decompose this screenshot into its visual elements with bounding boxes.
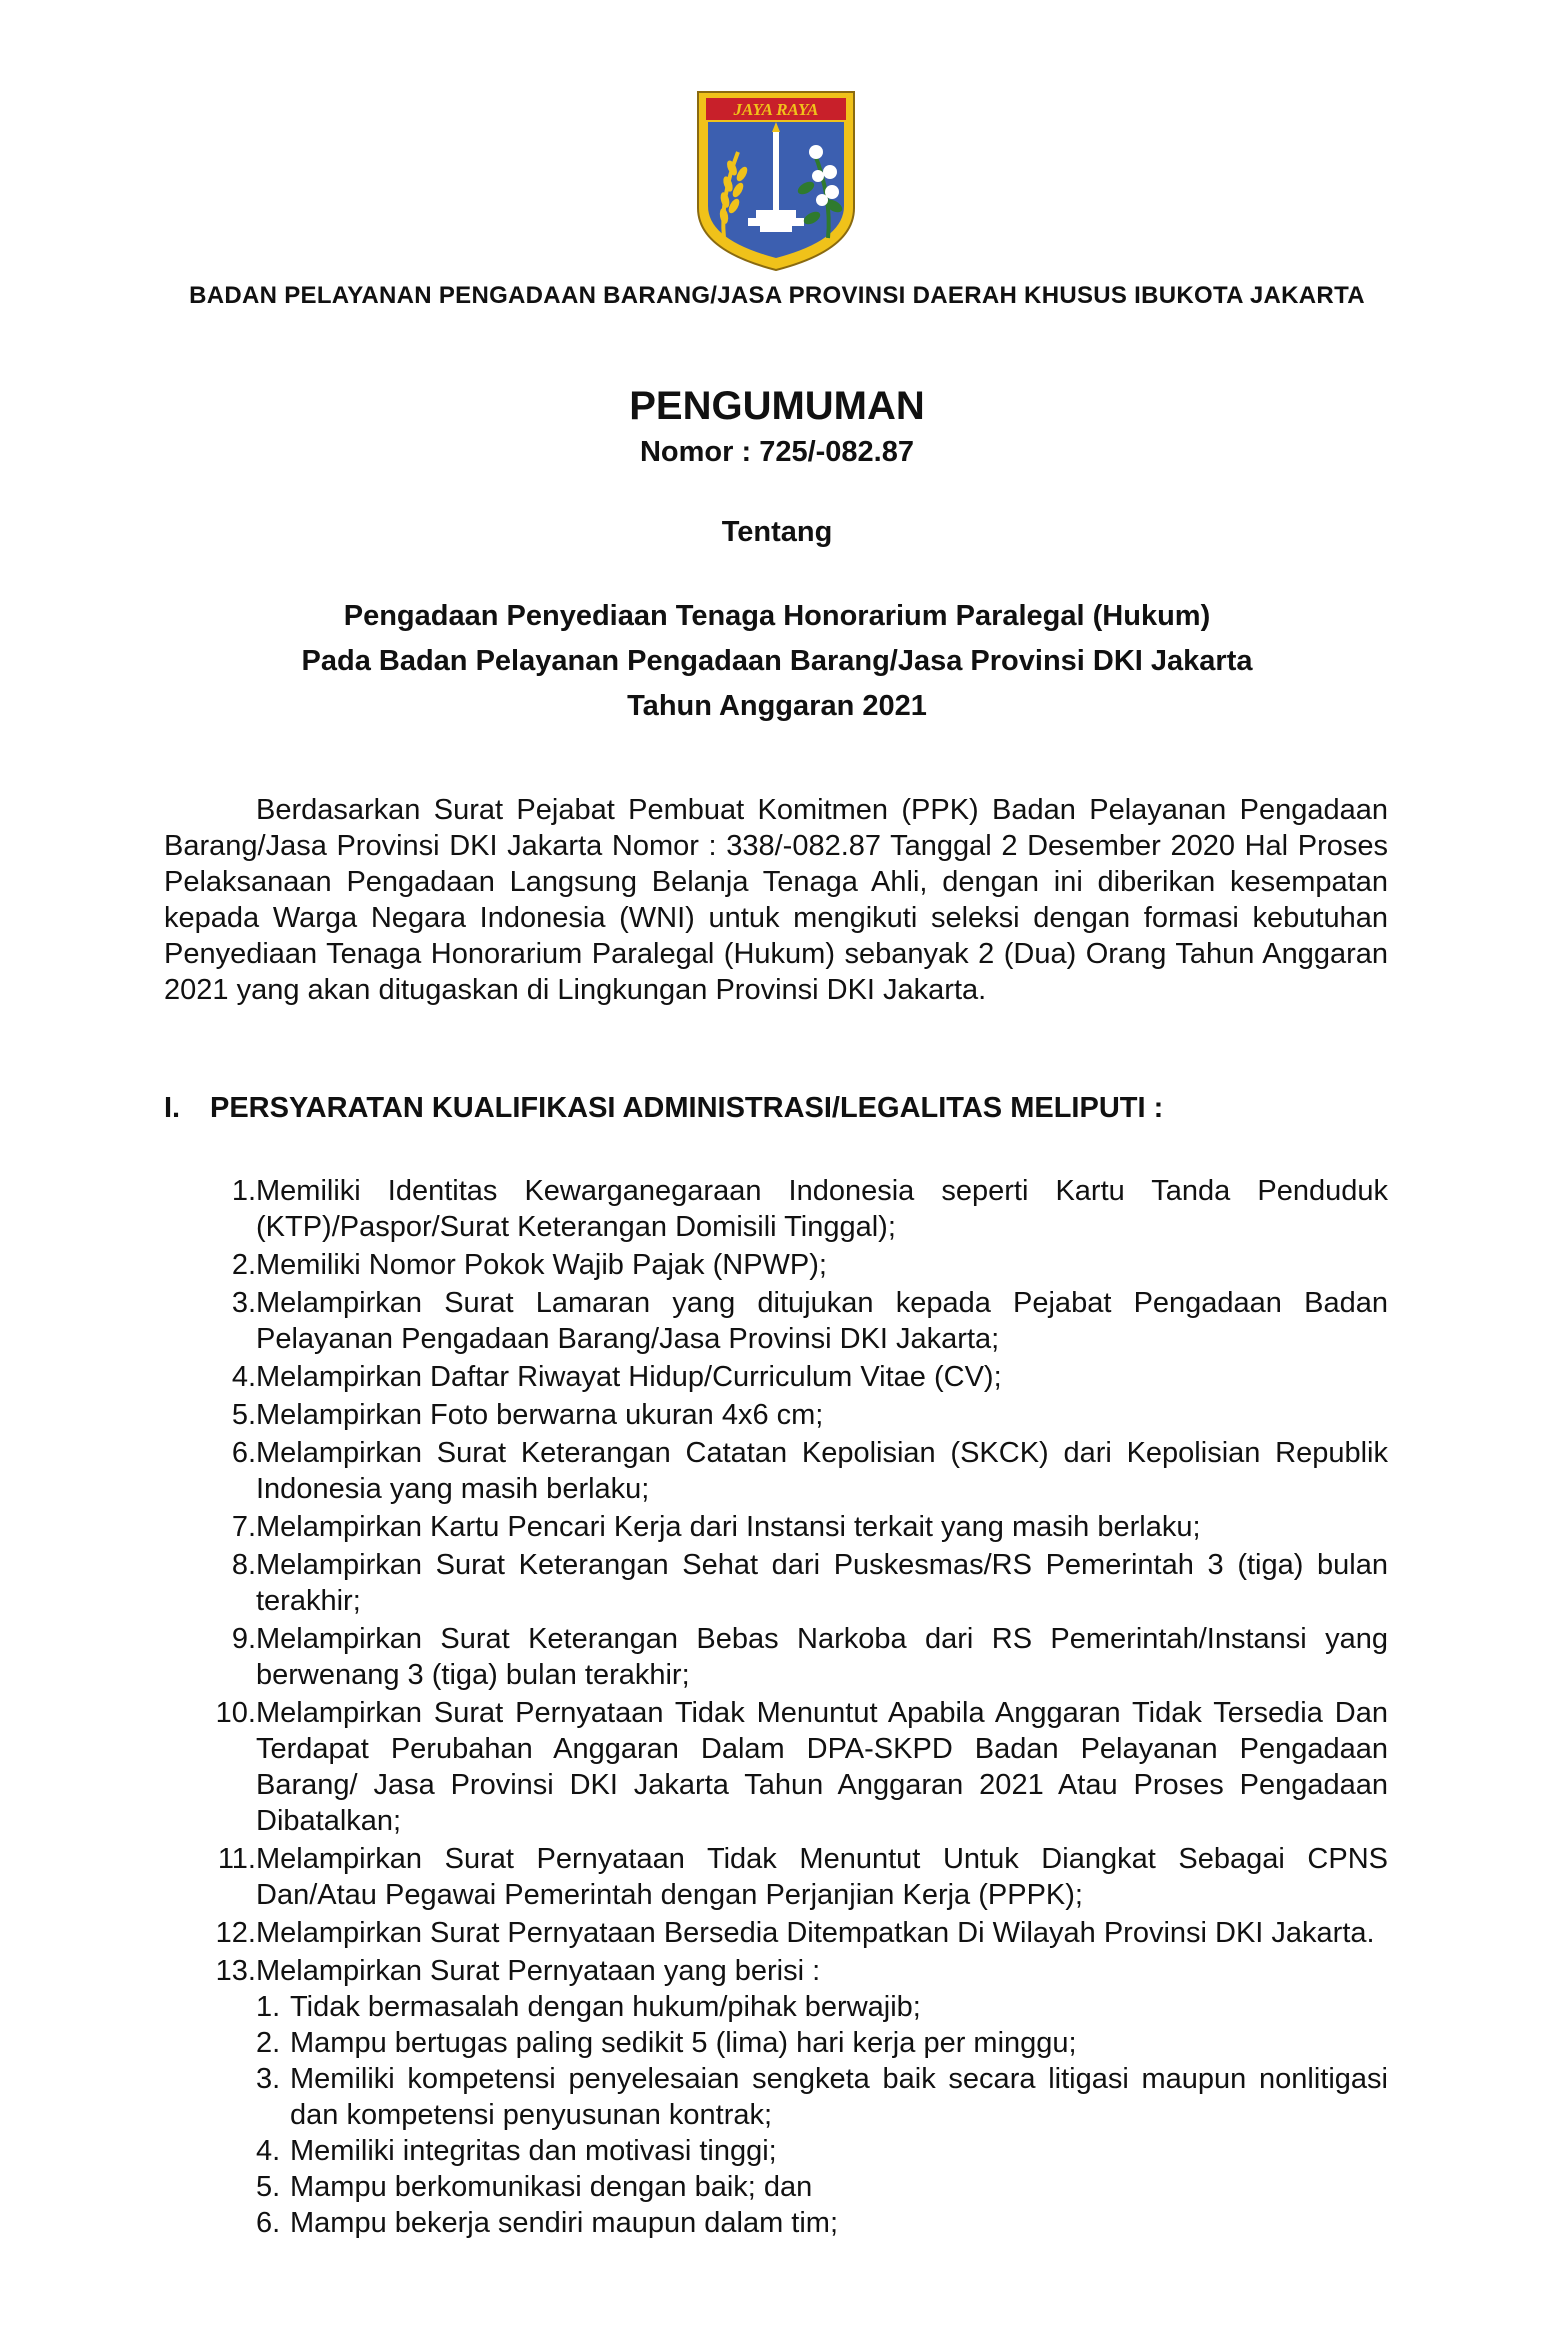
subject-line: Pada Badan Pelayanan Pengadaan Barang/Jasa Provinsi DKI Jakarta [301, 645, 1253, 677]
logo-motto-text: JAYA RAYA [733, 100, 819, 119]
list-item-number: 5. [231, 1399, 256, 1431]
list-item-text: Melampirkan Surat Pernyataan Bersedia Ditempatkan Di Wilayah Provinsi DKI Jakarta. [256, 1917, 1375, 1949]
sub-list-item [256, 1989, 1388, 2025]
list-item [196, 1953, 1388, 2241]
list-item-number: 4. [231, 1361, 256, 1393]
list-item-number: 6. [231, 1437, 256, 1469]
sub-item-text: Mampu bekerja sendiri maupun dalam tim; [290, 2207, 839, 2239]
list-item-text: Melampirkan Surat Pernyataan yang berisi : [256, 1955, 821, 1987]
list-item-text: Melampirkan Foto berwarna ukuran 4x6 cm; [256, 1399, 824, 1431]
subject-line: Pengadaan Penyediaan Tenaga Honorarium Paralegal (Hukum) [343, 600, 1211, 632]
statement-sub-list [256, 1989, 1388, 2241]
list-item-text: Melampirkan Surat Pernyataan Tidak Menuntut Untuk Diangkat Sebagai CPNS Dan/Atau Pegawai Pemerintah dengan Perjanjian Kerja (PPPK); [256, 1843, 1388, 1911]
requirements-list [196, 1173, 1388, 2243]
list-item [196, 1841, 1388, 1913]
sub-item-number: 3. [256, 2063, 281, 2095]
list-item-text: Melampirkan Daftar Riwayat Hidup/Curriculum Vitae (CV); [256, 1361, 1002, 1393]
list-item-number: 8. [231, 1549, 256, 1581]
list-item-text: Memiliki Identitas Kewarganegaraan Indonesia seperti Kartu Tanda Penduduk (KTP)/Paspor/Surat Keterangan Domisili Tinggal); [256, 1175, 1388, 1243]
sub-list-item [256, 2133, 1388, 2169]
sub-item-number: 5. [256, 2171, 281, 2203]
list-item-text: Memiliki Nomor Pokok Wajib Pajak (NPWP); [256, 1249, 827, 1281]
intro-paragraph: Berdasarkan Surat Pejabat Pembuat Komitmen (PPK) Badan Pelayanan Pengadaan Barang/Jasa Provinsi DKI Jakarta Nomor : 338/-082.87 Tanggal 2 Desember 2020 Hal Proses Pelaksanaan Pengadaan Langsung Belanja Tenaga Ahli, dengan ini diberikan kesempatan kepada Warga Negara Indonesia (WNI) untuk mengikuti seleksi dengan formasi kebutuhan Penyediaan Tenaga Honorarium Paralegal (Hukum) sebanyak 2 (Dua) Orang Tahun Anggaran 2021 yang akan ditugaskan di Lingkungan Provinsi DKI Jakarta. [164, 794, 1388, 1006]
list-item [196, 1435, 1388, 1507]
sub-item-number: 4. [256, 2135, 281, 2167]
list-item-text: Melampirkan Surat Keterangan Sehat dari Puskesmas/RS Pemerintah 3 (tiga) bulan terakhir; [256, 1549, 1388, 1617]
subject-line: Tahun Anggaran 2021 [627, 690, 927, 722]
list-item-number: 12. [215, 1917, 256, 1949]
agency-name: BADAN PELAYANAN PENGADAAN BARANG/JASA PROVINSI DAERAH KHUSUS IBUKOTA JAKARTA [189, 282, 1365, 309]
list-item [196, 1509, 1388, 1545]
list-item-number: 9. [231, 1623, 256, 1655]
list-item-number: 10. [215, 1697, 256, 1729]
list-item-number: 11. [217, 1843, 256, 1875]
list-item [196, 1173, 1388, 1245]
list-item [196, 1695, 1388, 1839]
list-item-text: Melampirkan Kartu Pencari Kerja dari Instansi terkait yang masih berlaku; [256, 1511, 1201, 1543]
sub-item-text: Mampu berkomunikasi dengan baik; dan [290, 2171, 813, 2203]
list-item [196, 1915, 1388, 1951]
section-number: I. [164, 1092, 181, 1124]
document-title: PENGUMUMAN [629, 384, 925, 428]
sub-list-item [256, 2025, 1388, 2061]
section-heading [164, 1092, 1388, 1125]
sub-item-text: Tidak bermasalah dengan hukum/pihak berwajib; [290, 1991, 921, 2023]
jakarta-coat-of-arms-logo [694, 88, 858, 274]
list-item [196, 1285, 1388, 1357]
list-item [196, 1397, 1388, 1433]
list-item [196, 1359, 1388, 1395]
sub-list-item [256, 2169, 1388, 2205]
sub-item-text: Memiliki kompetensi penyelesaian sengketa baik secara litigasi maupun nonlitigasi dan kompetensi penyusunan kontrak; [290, 2063, 1388, 2131]
list-item-number: 1. [231, 1175, 256, 1207]
logo-graphic [694, 88, 858, 274]
sub-item-number: 1. [256, 1991, 281, 2023]
sub-item-number: 6. [256, 2207, 281, 2239]
sub-list-item [256, 2205, 1388, 2241]
document-number: Nomor : 725/-082.87 [639, 436, 914, 468]
list-item-text: Melampirkan Surat Pernyataan Tidak Menuntut Apabila Anggaran Tidak Tersedia Dan Terdapat Perubahan Anggaran Dalam DPA-SKPD Badan Pelayanan Pengadaan Barang/ Jasa Provinsi DKI Jakarta Tahun Anggaran 2021 Atau Proses Pengadaan Dibatalkan; [256, 1697, 1388, 1837]
section-title: PERSYARATAN KUALIFIKASI ADMINISTRASI/LEGALITAS MELIPUTI : [210, 1092, 1164, 1124]
list-item-text: Melampirkan Surat Keterangan Catatan Kepolisian (SKCK) dari Kepolisian Republik Indonesia yang masih berlaku; [256, 1437, 1388, 1505]
list-item-number: 7. [231, 1511, 256, 1543]
list-item [196, 1547, 1388, 1619]
list-item-number: 2. [231, 1249, 256, 1281]
sub-item-text: Memiliki integritas dan motivasi tinggi; [290, 2135, 777, 2167]
list-item-number: 13. [215, 1955, 256, 1987]
list-item-text: Melampirkan Surat Lamaran yang ditujukan kepada Pejabat Pengadaan Badan Pelayanan Pengadaan Barang/Jasa Provinsi DKI Jakarta; [256, 1287, 1388, 1355]
sub-list-item [256, 2061, 1388, 2133]
sub-item-text: Mampu bertugas paling sedikit 5 (lima) hari kerja per minggu; [290, 2027, 1077, 2059]
about-label: Tentang [721, 516, 833, 548]
list-item-text: Melampirkan Surat Keterangan Bebas Narkoba dari RS Pemerintah/Instansi yang berwenang 3 (tiga) bulan terakhir; [256, 1623, 1388, 1691]
list-item [196, 1621, 1388, 1693]
list-item [196, 1247, 1388, 1283]
sub-item-number: 2. [256, 2027, 281, 2059]
list-item-number: 3. [231, 1287, 256, 1319]
announcement-subject [0, 594, 1554, 729]
